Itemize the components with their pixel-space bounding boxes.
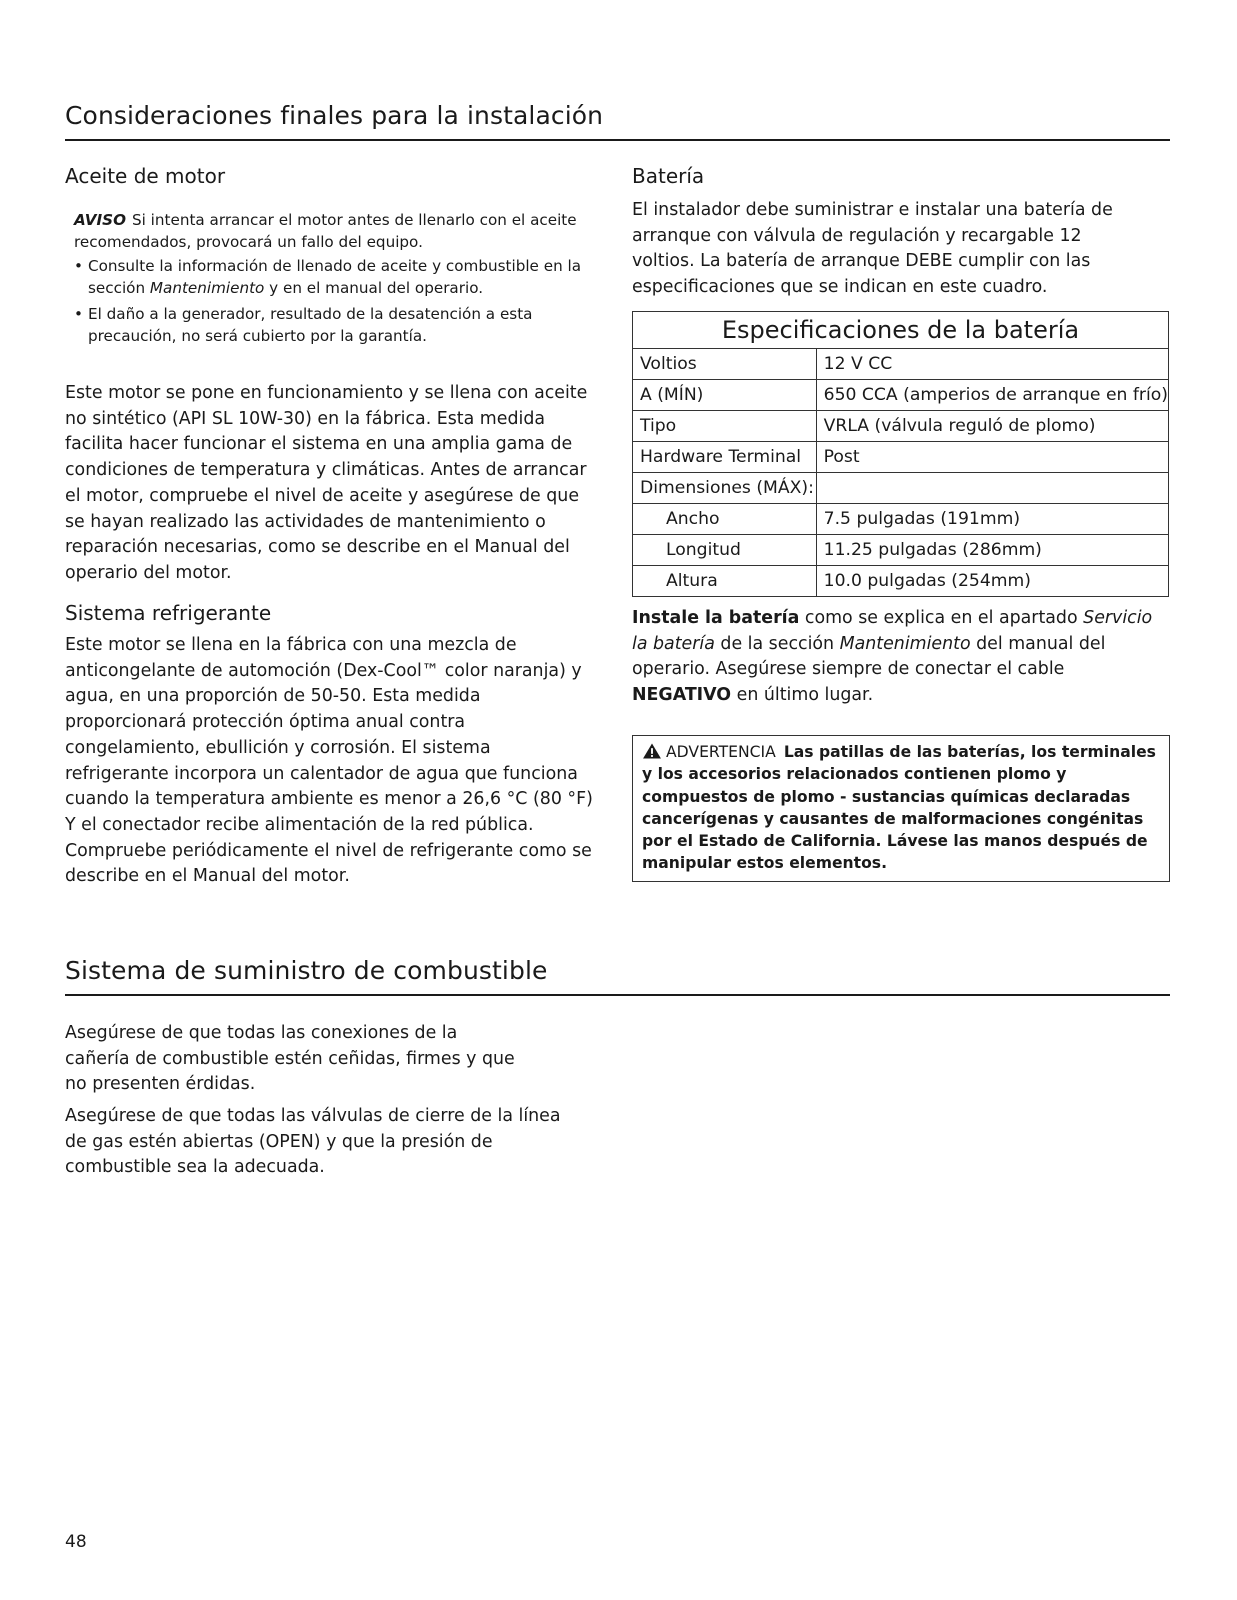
table-row: [633, 566, 1169, 597]
spec-label: Voltios: [633, 349, 817, 380]
spec-label: Dimensiones (MÁX):: [633, 473, 817, 504]
spec-value: 7.5 pulgadas (191mm): [816, 504, 1168, 535]
table-row: [633, 411, 1169, 442]
table-row: [633, 504, 1169, 535]
fuel-paragraph-valves: Asegúrese de que todas las válvulas de cierre de la línea de gas estén abiertas (OPEN) y que la presión de combustible sea la adecuada.: [65, 1106, 561, 1178]
notice-label: AVISO: [74, 211, 126, 229]
spec-value: Post: [816, 442, 1168, 473]
spec-table-title: Especificaciones de la batería: [633, 312, 1169, 349]
spec-value: 12 V CC: [816, 349, 1168, 380]
spec-value: 11.25 pulgadas (286mm): [816, 535, 1168, 566]
section-title-installation: Consideraciones finales para la instalación: [65, 101, 1170, 141]
warning-box: [632, 735, 1170, 882]
notice-bullet-warranty: • El daño a la generador, resultado de la desatención a esta precaución, no será cubierto por la garantía.: [74, 303, 594, 347]
heading-cooling-system: Sistema refrigerante: [65, 601, 272, 625]
engine-oil-paragraph: Este motor se pone en funcionamiento y se llena con aceite no sintético (API SL 10W-30) en la fábrica. Esta medida facilita hacer funcionar el sistema en una amplia gama de condiciones de temperatura y climáticas. Antes de arrancar el motor, compruebe el nivel de aceite y asegúrese de que se hayan realizado las actividades de mantenimiento o reparación necesarias, como se describe en el Manual del operario del motor.: [65, 383, 588, 583]
table-row: [633, 380, 1169, 411]
warning-label: ADVERTENCIA: [666, 743, 776, 761]
table-row: [633, 349, 1169, 380]
heading-battery: Batería: [632, 164, 705, 188]
warning-text: Las patillas de las baterías, los terminales y los accesorios relacionados contienen plomo y compuestos de plomo - sustancias químicas declaradas cancerígenas y causantes de malformaciones congénitas por el Estado de California. Lávese las manos después de manipular estos elementos.: [642, 743, 1156, 873]
heading-engine-oil: Aceite de motor: [65, 164, 226, 188]
spec-value: [816, 473, 1168, 504]
spec-label: Tipo: [633, 411, 817, 442]
spec-label: A (MÍN): [633, 380, 817, 411]
battery-spec-table: [632, 311, 1169, 597]
battery-intro-paragraph: El instalador debe suministrar e instalar una batería de arranque con válvula de regulación y recargable 12 voltios. La batería de arranque DEBE cumplir con las especificaciones que se indican en este cuadro.: [632, 200, 1113, 298]
spec-value: 10.0 pulgadas (254mm): [816, 566, 1168, 597]
warning-triangle-icon: [642, 743, 662, 759]
cooling-system-paragraph: Este motor se llena en la fábrica con una mezcla de anticongelante de automoción (Dex-Cool™ color naranja) y agua, en una proporción de 50-50. Esta medida proporcionará protección óptima anual contra congelamiento, ebullición y corrosión. El sistema refrigerante incorpora un calentador de agua que funciona cuando la temperatura ambiente es menor a 26,6 °C (80 °F) Y el conectador recibe alimentación de la red pública. Compruebe periódicamente el nivel de refrigerante como se describe en el Manual del motor.: [65, 635, 593, 887]
table-row: [633, 535, 1169, 566]
page-number: 48: [65, 1532, 87, 1552]
notice-line: [74, 209, 594, 253]
table-row: [633, 473, 1169, 504]
spec-value: VRLA (válvula reguló de plomo): [816, 411, 1168, 442]
notice-bullet-manual: • Consulte la información de llenado de aceite y combustible en la sección Mantenimiento y en el manual del operario.: [74, 255, 594, 299]
notice-bullets: [74, 255, 594, 347]
spec-label: Hardware Terminal: [633, 442, 817, 473]
notice-block: [74, 209, 594, 351]
spec-value: 650 CCA (amperios de arranque en frío): [816, 380, 1168, 411]
spec-label: Longitud: [633, 535, 817, 566]
spec-label: Ancho: [633, 504, 817, 535]
fuel-paragraph-connections: Asegúrese de que todas las conexiones de la cañería de combustible estén ceñidas, firmes y que no presenten érdidas.: [65, 1023, 515, 1095]
table-row: [633, 442, 1169, 473]
spec-label: Altura: [633, 566, 817, 597]
battery-install-paragraph: Instale la batería como se explica en el apartado Servicio la batería de la sección Mantenimiento del manual del operario. Asegúrese siempre de conectar el cable NEGATIVO en último lugar.: [632, 608, 1153, 706]
notice-text: Si intenta arrancar el motor antes de llenarlo con el aceite recomendados, provocará un fallo del equipo.: [74, 211, 577, 251]
section-title-fuel-system: Sistema de suministro de combustible: [65, 956, 1170, 996]
